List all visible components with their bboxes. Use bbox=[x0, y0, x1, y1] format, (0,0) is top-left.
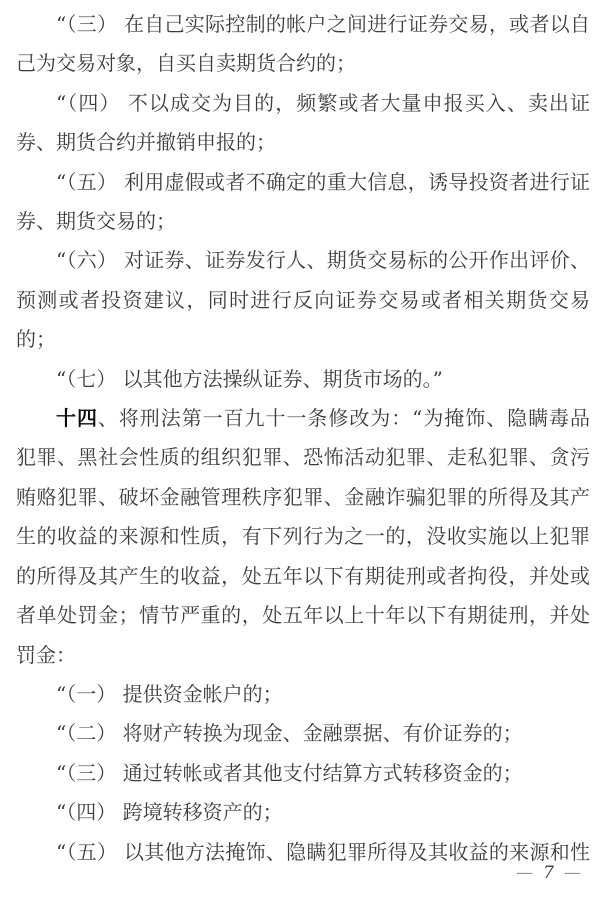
text-line: 犯罪、黑社会性质的组织犯罪、恐怖活动犯罪、走私犯罪、贪污 bbox=[16, 445, 590, 470]
text-line: 的所得及其产生的收益，处五年以下有期徒刑或者拘役，并处或 bbox=[16, 563, 590, 588]
text-line: 券、期货合约并撤销申报的； bbox=[16, 130, 276, 155]
footer-dash-left: — bbox=[516, 863, 534, 883]
paragraph bbox=[16, 399, 590, 675]
text-line: “（二） 将财产转换为现金、金融票据、有价证券的； bbox=[56, 721, 523, 746]
paragraph bbox=[16, 84, 590, 163]
text-line: “（三） 在自己实际控制的帐户之间进行证券交易，或者以自 bbox=[56, 12, 590, 36]
text-line: “（三） 通过转帐或者其他支付结算方式转移资金的； bbox=[56, 760, 523, 785]
text-line: “（五） 利用虚假或者不确定的重大信息，诱导投资者进行证 bbox=[56, 169, 590, 194]
text-line: “（四） 跨境转移资产的； bbox=[56, 800, 283, 825]
text-line: 生的收益的来源和性质，有下列行为之一的，没收实施以上犯罪 bbox=[16, 524, 590, 549]
paragraph bbox=[16, 5, 590, 84]
text-line: “（一） 提供资金帐户的； bbox=[56, 681, 283, 706]
text-line: 己为交易对象，自买自卖期货合约的； bbox=[16, 51, 356, 76]
paragraph bbox=[16, 793, 590, 832]
paragraph bbox=[16, 241, 590, 359]
page-footer bbox=[516, 861, 581, 885]
page-number: 7 bbox=[543, 863, 554, 883]
text-line: 者单处罚金；情节严重的，处五年以上十年以下有期徒刑，并处 bbox=[16, 603, 590, 628]
text-line: 预测或者投资建议，同时进行反向证券交易或者相关期货交易 bbox=[16, 287, 590, 312]
paragraph bbox=[16, 714, 590, 753]
text-line: 贿赂犯罪、破坏金融管理秩序犯罪、金融诈骗犯罪的所得及其产 bbox=[16, 484, 590, 509]
clause-number-bold: 十四 bbox=[56, 406, 98, 431]
paragraph bbox=[16, 163, 590, 242]
paragraph bbox=[16, 833, 590, 872]
footer-dash-right: — bbox=[564, 863, 581, 883]
text-line: “（五） 以其他方法掩饰、隐瞒犯罪所得及其收益的来源和性 bbox=[56, 839, 590, 864]
text-line: “（七） 以其他方法操纵证券、期货市场的。” bbox=[56, 366, 443, 391]
text-line: 的； bbox=[16, 327, 56, 352]
text-line: 券、期货交易的； bbox=[16, 209, 176, 234]
document-body bbox=[16, 5, 590, 872]
text-line: 十四、将刑法第一百九十一条修改为：“为掩饰、隐瞒毒品 bbox=[56, 406, 590, 431]
paragraph bbox=[16, 675, 590, 714]
text-line: “（四） 不以成交为目的，频繁或者大量申报买入、卖出证 bbox=[56, 90, 590, 115]
paragraph bbox=[16, 360, 590, 399]
text-line: “（六） 对证券、证券发行人、期货交易标的公开作出评价、 bbox=[56, 248, 590, 273]
paragraph bbox=[16, 754, 590, 793]
text-line: 罚金： bbox=[16, 642, 76, 667]
